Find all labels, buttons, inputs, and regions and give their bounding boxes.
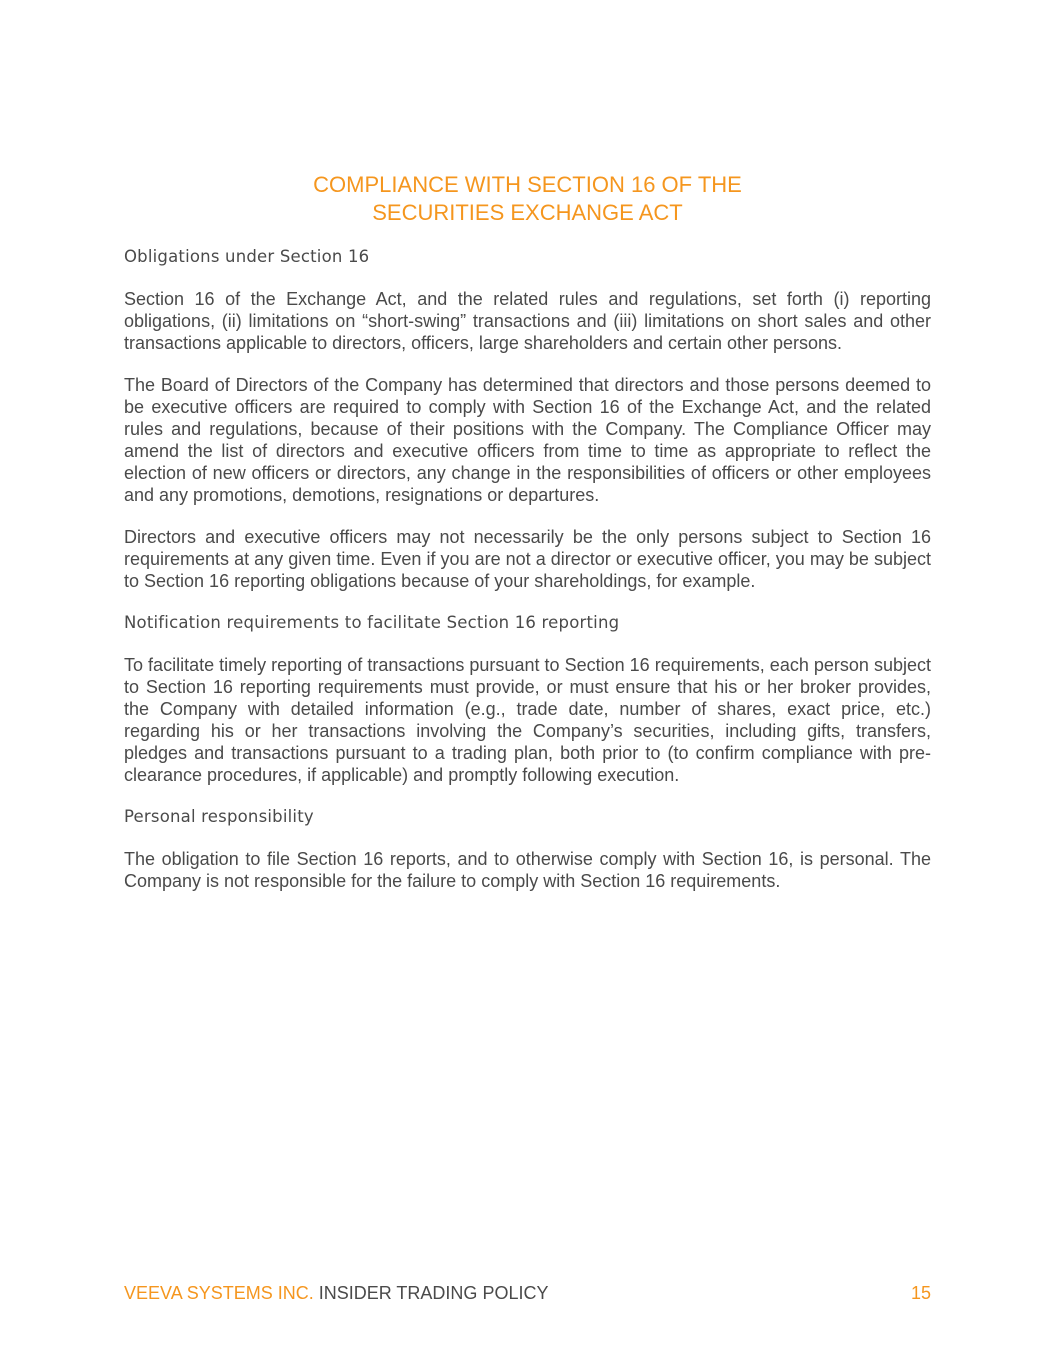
document-body [124, 246, 931, 912]
paragraph: Section 16 of the Exchange Act, and the related rules and regulations, set forth (i) reporting obligations, (ii) limitations on “short-swing” transactions and (iii) limitations on short sales and other transactions applicable to directors, officers, large shareholders and certain other persons. [124, 289, 931, 353]
page-title-line-2: SECURITIES EXCHANGE ACT [372, 200, 683, 225]
section-heading-notification: Notification requirements to facilitate Section 16 reporting [124, 613, 620, 632]
footer-document-title: INSIDER TRADING POLICY [318, 1283, 549, 1303]
paragraph: To facilitate timely reporting of transactions pursuant to Section 16 requirements, each person subject to Section 16 reporting requirements must provide, or must ensure that his or her broker provides, the Company with detailed information (e.g., trade date, number of shares, exact price, etc.) regarding his or her transactions involving the Company’s securities, including gifts, transfers, pledges and transactions pursuant to a trading plan, both prior to (to confirm compliance with pre-clearance procedures, if applicable) and promptly following execution. [124, 655, 931, 785]
footer-company-name: VEEVA SYSTEMS INC. [124, 1283, 314, 1303]
section-heading-obligations: Obligations under Section 16 [124, 247, 370, 266]
footer-page-number: 15 [910, 1283, 931, 1303]
paragraph: The Board of Directors of the Company has determined that directors and those persons deemed to be executive officers are required to comply with Section 16 of the Exchange Act, and the related rules and regulations, because of their positions with the Company. The Compliance Officer may amend the list of directors and executive officers from time to time as appropriate to reflect the election of new officers or directors, any change in the responsibilities of officers or other employees and any promotions, demotions, resignations or departures. [124, 375, 931, 505]
paragraph: The obligation to file Section 16 reports, and to otherwise comply with Section 16, is personal. The Company is not responsible for the failure to comply with Section 16 requirements. [124, 849, 931, 891]
page-title-line-1: COMPLIANCE WITH SECTION 16 OF THE [313, 172, 742, 197]
page-footer [124, 1282, 931, 1304]
paragraph: Directors and executive officers may not necessarily be the only persons subject to Section 16 requirements at any given time. Even if you are not a director or executive officer, you may be subject to Section 16 reporting obligations because of your shareholdings, for example. [124, 527, 931, 591]
page-title [124, 171, 931, 227]
section-heading-personal-responsibility: Personal responsibility [124, 807, 314, 826]
